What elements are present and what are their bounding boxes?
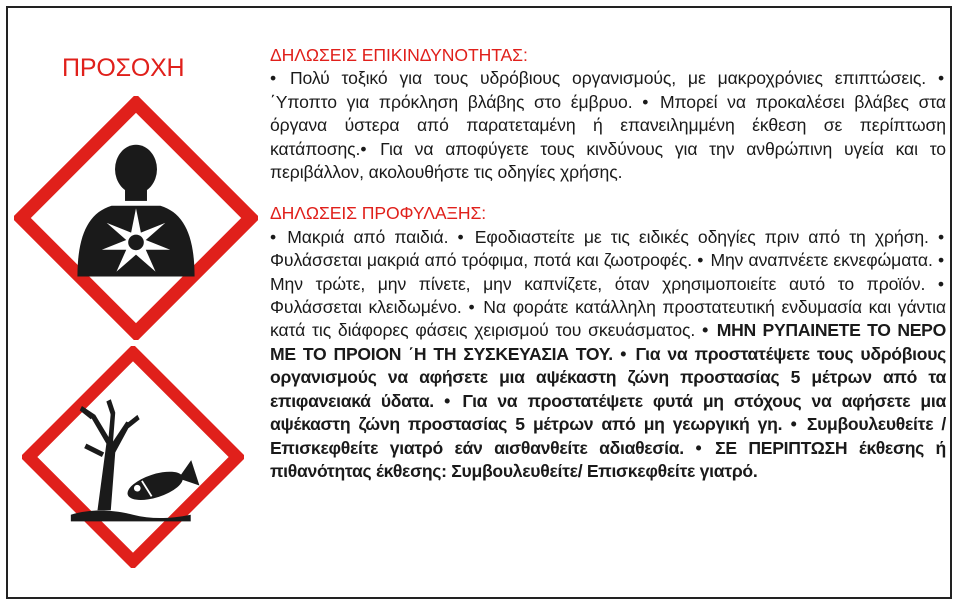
precautionary-statement: ΣΕ ΠΕΡΙΠΤΩΣΗ έκθεσης ή πιθανότητας έκθεσης: Συμβουλευθείτε/ Επισκεφθείτε γιατρό. — [270, 437, 946, 481]
bullet: • — [937, 250, 944, 271]
hazard-statement: Πολύ τοξικό για τους υδρόβιους οργανισμούς, με μακροχρόνιες επιπτώσεις. — [289, 68, 927, 89]
health-hazard-icon — [14, 96, 258, 340]
statements-column — [270, 44, 946, 483]
bullet: • — [468, 297, 475, 318]
bullet: • — [444, 390, 451, 411]
bullet: • — [270, 68, 277, 89]
precautionary-statement: Να φοράτε κατάλληλη προστατευτική ενδυμασία και γάντια κατά τις διάφορες φάσεις χειρισμού του σκευάσματος. — [270, 297, 946, 341]
precautionary-statement: Για να προστατέψετε τους υδρόβιους οργανισμούς να αφήσετε μια αψέκαστη ζώνη προστασίας 5 μέτρων από τα επιφανειακά ύδατα. — [270, 343, 947, 411]
hazard-statement: Μπορεί να προκαλέσει βλάβες στα όργανα ύστερα από παρατεταμένη ή επανειλημμένη έκθεση σε περίπτωση κατάποσης. — [270, 91, 947, 159]
hazard-statement: ΄Υποπτο για πρόκληση βλάβης στο έμβρυο. — [270, 91, 633, 112]
precautionary-statement: Συμβουλευθείτε / Επισκεφθείτε γιατρό εάν αισθανθείτε αδιαθεσία. — [270, 414, 946, 458]
environmental-hazard-icon — [22, 346, 244, 568]
bullet: • — [790, 414, 797, 435]
precautionary-statement: Για να προστατέψετε φυτά μη στόχους να αφήσετε μια αψέκαστη ζώνη προστασίας 5 μέτρων από μη γεωργική γη. — [270, 390, 946, 435]
bullet: • — [697, 250, 704, 271]
bullet: • — [937, 226, 945, 247]
precautionary-statement: Εφοδιαστείτε με τις ειδικές οδηγίες πριν από τη χρήση. — [474, 226, 929, 247]
precautionary-statement: ΜΗΝ ΡΥΠΑΙΝΕΤΕ ΤΟ ΝΕΡΟ ΜΕ ΤΟ ΠΡΟΙΟΝ ΄Η ΤΗ ΣΥΣΚΕΥΑΣΙΑ ΤΟΥ. — [270, 320, 946, 364]
bullet: • — [270, 226, 277, 247]
hazard-statements — [270, 67, 946, 184]
precautionary-statement: Μακριά από παιδιά. — [287, 226, 449, 247]
bullet: • — [937, 273, 944, 294]
bullet: • — [695, 437, 702, 458]
precautionary-statements — [270, 226, 946, 483]
bullet: • — [457, 226, 464, 247]
bullet: • — [360, 138, 367, 159]
precautionary-statements-heading: ΔΗΛΩΣΕΙΣ ΠΡΟΦΥΛΑΞΗΣ: — [270, 203, 487, 224]
signal-word: ΠΡΟΣΟΧΗ — [62, 54, 185, 82]
precautionary-statement: Μην τρώτε, μην πίνετε, μην καπνίζετε, όταν χρησιμοποιείτε αυτό το προϊόν. — [270, 273, 926, 294]
precautionary-statement: Μην αναπνέετε εκνεφώματα. — [710, 250, 933, 271]
bullet: • — [620, 343, 627, 364]
hazard-statements-heading: ΔΗΛΩΣΕΙΣ ΕΠΙΚΙΝΔΥΝΟΤΗΤΑΣ: — [270, 45, 528, 65]
precautionary-statement: Φυλάσσεται μακριά από τρόφιμα, ποτά και ζωοτροφές. — [270, 250, 693, 271]
bullet: • — [702, 320, 708, 341]
hazard-statement: Για να αποφύγετε τους κινδύνους για την ανθρώπινη υγεία και το περιβάλλον, ακολουθήστε τις οδηγίες χρήσης. — [270, 138, 946, 183]
bullet: • — [642, 91, 649, 112]
bullet: • — [937, 68, 944, 89]
precautionary-statement: Φυλάσσεται κλειδωμένο. — [270, 297, 462, 318]
